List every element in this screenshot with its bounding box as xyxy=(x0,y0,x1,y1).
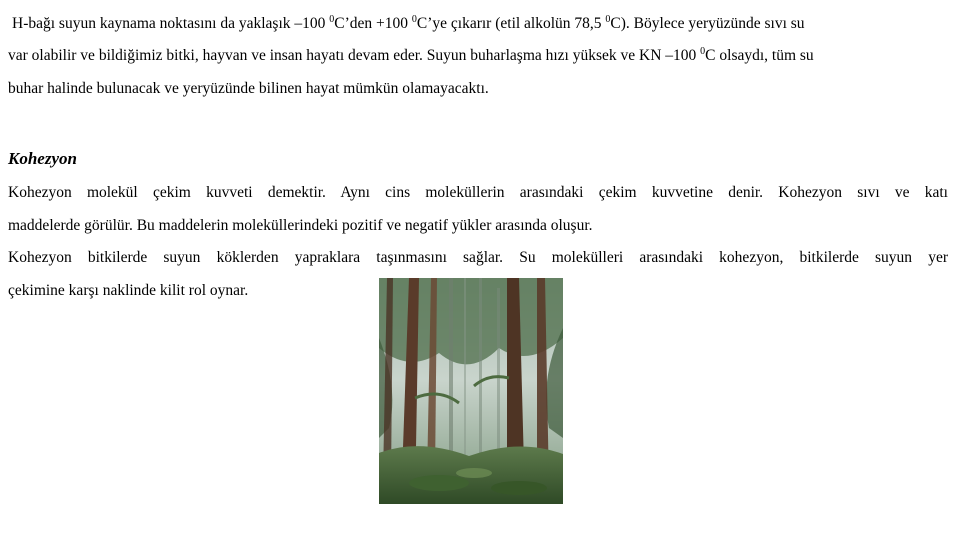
text-run: C’den +100 xyxy=(334,15,412,32)
paragraph-1-line-2 xyxy=(8,46,948,66)
section-heading: Kohezyon xyxy=(8,149,77,168)
paragraph-3-line-2: çekimine karşı naklinde kilit rol oynar. xyxy=(8,282,249,299)
paragraph-1-line-1 xyxy=(12,14,952,34)
text-run: C’ye çıkarır (etil alkolün 78,5 xyxy=(416,15,606,32)
degree-superscript: 0 xyxy=(411,14,417,25)
degree-superscript: 0 xyxy=(700,46,706,57)
text-run: var olabilir ve bildiğimiz bitki, hayvan ve insan hayatı devam eder. Suyun buharlaşma hızı yüksek ve KN –100 xyxy=(8,47,701,64)
text-run: C olsaydı, tüm su xyxy=(705,47,814,64)
forest-image xyxy=(379,278,563,504)
degree-superscript: 0 xyxy=(329,14,335,25)
paragraph-3-line-1: Kohezyon bitkilerde suyun köklerden yapraklara taşınmasını sağlar. Su molekülleri arasındaki kohezyon, bitkilerde suyun yer xyxy=(8,249,948,266)
forest-illustration xyxy=(379,278,563,504)
paragraph-2-line-1: Kohezyon molekül çekim kuvveti demektir. Aynı cins moleküllerin arasındaki çekim kuvvetine denir. Kohezyon sıvı ve katı xyxy=(8,184,948,201)
text-run: H-bağı suyun kaynama noktasını da yaklaşık –100 xyxy=(12,15,330,32)
paragraph-2-line-2: maddelerde görülür. Bu maddelerin moleküllerindeki pozitif ve negatif yükler arasında oluşur. xyxy=(8,217,593,234)
paragraph-1-line-3: buhar halinde bulunacak ve yeryüzünde bilinen hayat mümkün olamayacaktı. xyxy=(8,80,489,97)
degree-superscript: 0 xyxy=(605,14,611,25)
text-run: C). Böylece yeryüzünde sıvı su xyxy=(610,15,805,32)
